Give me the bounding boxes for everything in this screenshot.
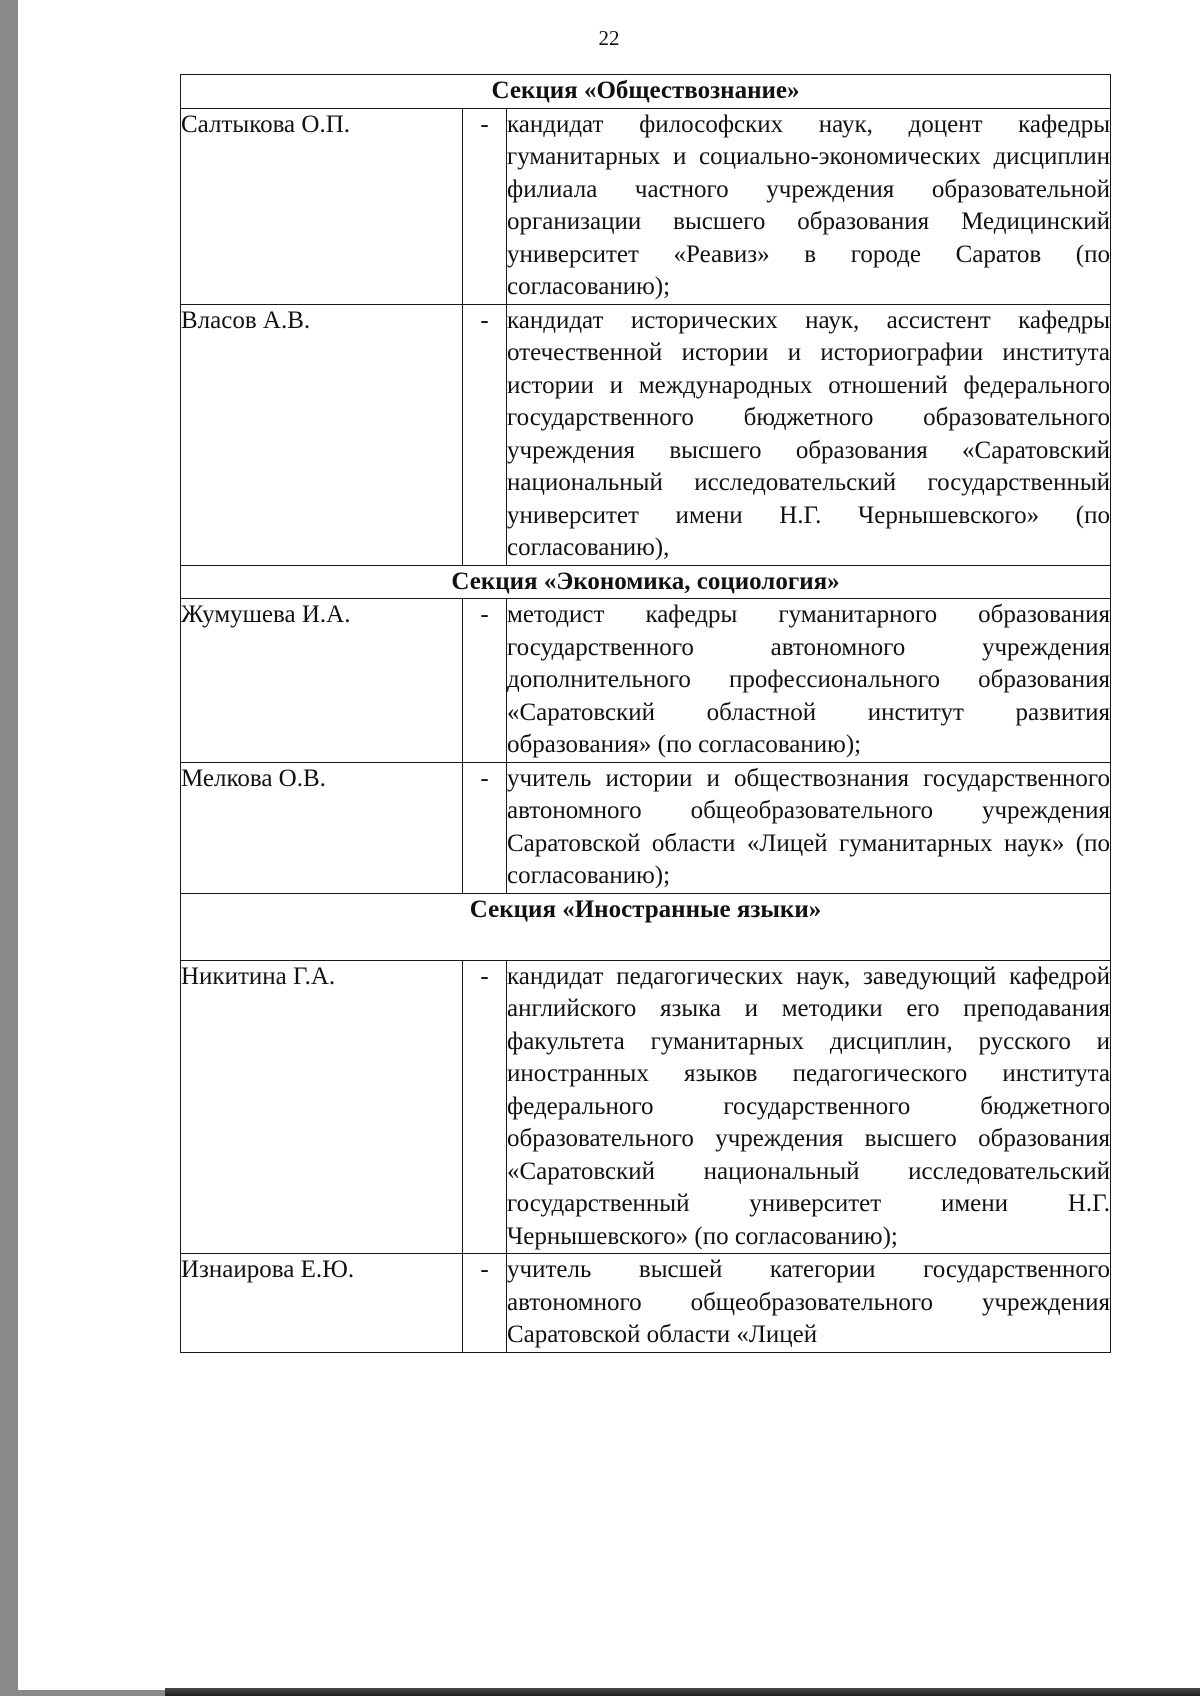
member-row xyxy=(181,304,1111,565)
member-row xyxy=(181,108,1111,304)
member-description: учитель высшей категории государственного автономного общеобразовательного учреждения Саратовской области «Лицей xyxy=(507,1254,1111,1353)
member-name: Власов А.В. xyxy=(181,304,463,565)
member-description: методист кафедры гуманитарного образования государственного автономного учреждения дополнительного профессионального образования «Саратовский областной институт развития образования» (по согласованию); xyxy=(507,599,1111,763)
section-title: Секция «Экономика, социология» xyxy=(181,565,1111,599)
section-header-row xyxy=(181,75,1111,109)
member-name: Изнаирова Е.Ю. xyxy=(181,1254,463,1353)
member-row xyxy=(181,960,1111,1254)
member-name: Мелкова О.В. xyxy=(181,762,463,893)
committee-table xyxy=(180,74,1111,1353)
member-dash: - xyxy=(463,960,507,1254)
member-description: кандидат педагогических наук, заведующий кафедрой английского языка и методики его преподавания факультета гуманитарных дисциплин, русского и иностранных языков педагогического института федерального государственного бюджетного образовательного учреждения высшего образования «Саратовский национальный исследовательский государственный университет имени Н.Г. Чернышевского» (по согласованию); xyxy=(507,960,1111,1254)
member-description: кандидат философских наук, доцент кафедры гуманитарных и социально-экономических дисциплин филиала частного учреждения образовательной организации высшего образования Медицинский университет «Реавиз» в городе Саратов (по согласованию); xyxy=(507,108,1111,304)
document-page xyxy=(18,0,1200,1690)
section-title: Секция «Иностранные языки» xyxy=(181,893,1111,960)
member-row xyxy=(181,1254,1111,1353)
page-number: 22 xyxy=(598,26,620,50)
member-name: Жумушева И.А. xyxy=(181,599,463,763)
member-row xyxy=(181,762,1111,893)
member-description: кандидат исторических наук, ассистент кафедры отечественной истории и историографии института истории и международных отношений федерального государственного бюджетного образовательного учреждения высшего образования «Саратовский национальный исследовательский государственный университет имени Н.Г. Чернышевского» (по согласованию), xyxy=(507,304,1111,565)
member-dash: - xyxy=(463,304,507,565)
section-header-row xyxy=(181,893,1111,960)
member-description: учитель истории и обществознания государственного автономного общеобразовательного учреждения Саратовской области «Лицей гуманитарных наук» (по согласованию); xyxy=(507,762,1111,893)
member-row xyxy=(181,599,1111,763)
page-bottom-edge xyxy=(165,1688,1200,1696)
member-name: Салтыкова О.П. xyxy=(181,108,463,304)
member-dash: - xyxy=(463,762,507,893)
member-dash: - xyxy=(463,108,507,304)
member-dash: - xyxy=(463,599,507,763)
section-title: Секция «Обществознание» xyxy=(181,75,1111,109)
member-name: Никитина Г.А. xyxy=(181,960,463,1254)
member-dash: - xyxy=(463,1254,507,1353)
section-header-row xyxy=(181,565,1111,599)
